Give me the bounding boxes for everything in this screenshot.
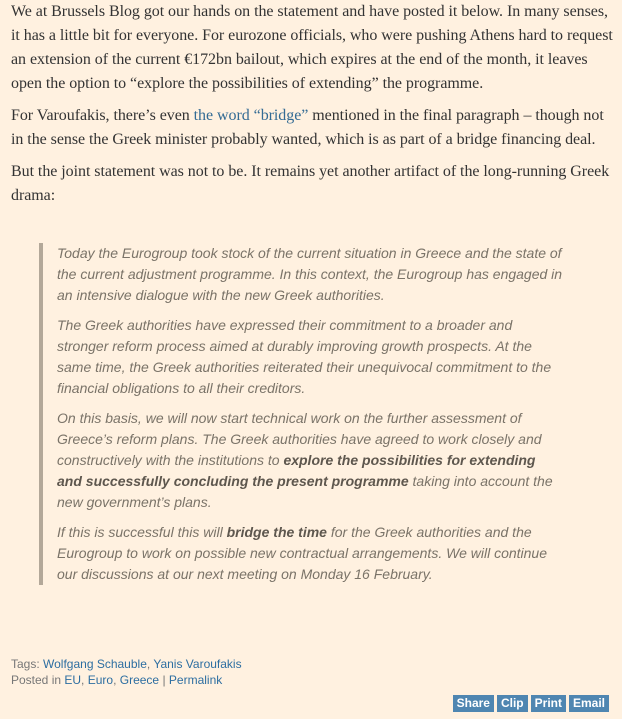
quote-paragraph-1: Today the Eurogroup took stock of the current situation in Greece and the state of the current adjustment programme. In this context, the Eurogroup has engaged in an intensive dialogue with the new Greek authorities. bbox=[57, 245, 563, 303]
article-paragraph-3: But the joint statement was not to be. It remains yet another artifact of the long-running Greek drama: bbox=[11, 163, 610, 204]
quote-paragraph-4 bbox=[57, 522, 563, 585]
clip-button[interactable]: Clip bbox=[497, 695, 528, 712]
paragraph-text: For Varoufakis, there’s even bbox=[11, 107, 194, 124]
quote-text: taking into account the new government’s plans. bbox=[57, 473, 553, 510]
tag-link-yanis-varoufakis[interactable]: Yanis Varoufakis bbox=[153, 657, 242, 671]
email-button[interactable]: Email bbox=[569, 695, 609, 712]
print-button[interactable]: Print bbox=[531, 695, 566, 712]
separator: , bbox=[81, 673, 88, 687]
post-meta bbox=[11, 656, 242, 688]
article-tools bbox=[453, 695, 609, 712]
tags-line bbox=[11, 656, 242, 672]
posted-in-label: Posted in bbox=[11, 673, 65, 687]
permalink-link[interactable]: Permalink bbox=[168, 673, 223, 687]
quote-paragraph-2: The Greek authorities have expressed their commitment to a broader and stronger reform process aimed at durably improving growth prospects. At the same time, the Greek authorities reiterated their unequivocal commitment to the financial obligations to all their creditors. bbox=[57, 317, 552, 396]
category-link-euro[interactable]: Euro bbox=[87, 673, 114, 687]
eurogroup-statement-blockquote bbox=[39, 243, 599, 585]
paragraph-text: mentioned in the final paragraph – though not in the sense the Greek minister probably wanted, which is as part of a bridge financing deal. bbox=[11, 107, 604, 148]
article-paragraph-1: We at Brussels Blog got our hands on the statement and have posted it below. In many senses, it has a little bit for everyone. For eurozone officials, who were pushing Athens hard to request an extension of the current €172bn bailout, which expires at the end of the month, it leaves open the option to “explore the possibilities of extending” the programme. bbox=[11, 3, 613, 92]
article-paragraph-2 bbox=[11, 104, 614, 152]
quote-text: On this basis, we will now start technical work on the further assessment of Greece’s reform plans. The Greek authorities have agreed to work closely and constructively with the institutions to bbox=[57, 410, 542, 468]
quote-text: for the Greek authorities and the Eurogroup to work on possible new contractual arrangements. We will continue our discussions at our next meeting on Monday 16 February. bbox=[57, 524, 547, 582]
category-link-greece[interactable]: Greece bbox=[119, 673, 160, 687]
tags-label: Tags: bbox=[11, 657, 44, 671]
quote-emphasis: bridge the time bbox=[226, 524, 327, 540]
separator: | bbox=[159, 673, 169, 687]
bridge-word-link[interactable]: the word “bridge” bbox=[193, 107, 309, 124]
tag-link-wolfgang-schauble[interactable]: Wolfgang Schauble bbox=[43, 657, 147, 671]
category-link-eu[interactable]: EU bbox=[64, 673, 82, 687]
quote-text: If this is successful this will bbox=[57, 524, 227, 540]
quote-emphasis: explore the possibilities for extending and successfully concluding the present programme bbox=[57, 452, 536, 489]
separator: , bbox=[113, 673, 120, 687]
share-button[interactable]: Share bbox=[453, 695, 494, 712]
posted-in-line bbox=[11, 672, 242, 688]
quote-paragraph-3 bbox=[57, 408, 563, 513]
separator: , bbox=[146, 657, 154, 671]
